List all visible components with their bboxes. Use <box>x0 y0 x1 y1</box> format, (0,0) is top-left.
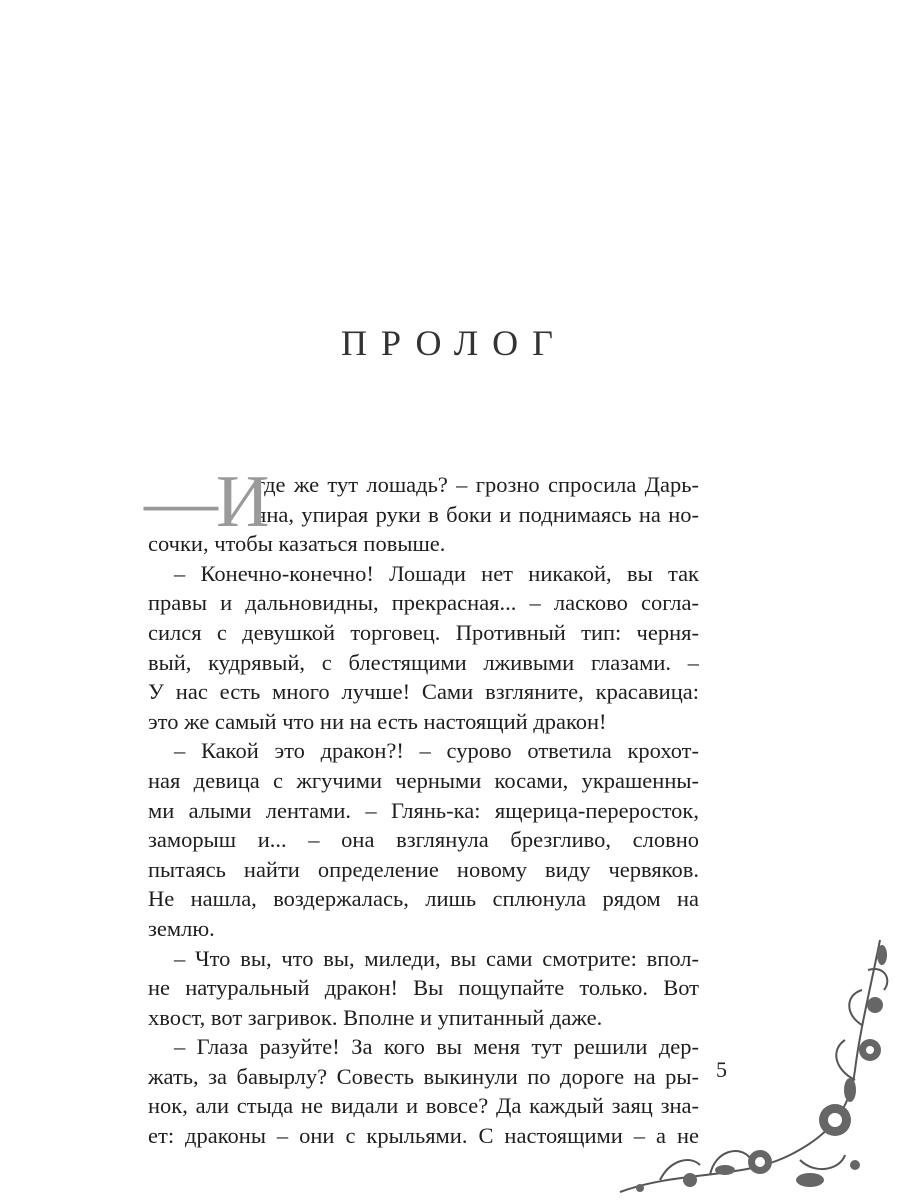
text-line: У нас есть много лучше! Сами взгляните, красавица: <box>148 679 699 705</box>
chapter-title: ПРОЛОГ <box>341 323 567 363</box>
text-line: сочки, чтобы казаться повыше. <box>148 531 446 557</box>
text-line: хвост, вот загривок. Вполне и упитанный даже. <box>148 1004 603 1030</box>
text-line: где же тут лошадь? – грозно спросила Дарь- <box>256 472 699 497</box>
text-line: ная девица с жгучими черными косами, украшенны- <box>148 767 699 793</box>
text-line: – Какой это дракон?! – сурово ответила крохот- <box>174 738 699 764</box>
text-line: это же самый что ни на есть настоящий дракон! <box>148 708 607 734</box>
drop-cap: —И <box>144 461 268 543</box>
text-line: Не нашла, воздержалась, лишь сплюнула рядом на <box>148 886 699 912</box>
text-line: правы и дальновидны, прекрасная... – ласково согла- <box>148 590 699 616</box>
text-line: жать, за бавырлу? Совесть выкинули по дороге на ры- <box>148 1063 699 1089</box>
text-line: – Глаза разуйте! За кого вы меня тут решили дер- <box>174 1034 699 1060</box>
text-line: не натуральный дракон! Вы пощупайте только. Вот <box>148 975 699 1001</box>
text-line: сился с девушкой торговец. Противный тип: черня- <box>148 619 699 645</box>
text-line: заморыш и... – она взглянула брезгливо, словно <box>148 827 699 853</box>
text-line: – Что вы, что вы, миледи, вы сами смотрите: впол- <box>174 945 699 971</box>
text-line: ми алыми лентами. – Глянь-ка: ящерица-переросток, <box>148 797 699 823</box>
floral-corner-ornament-icon <box>600 930 900 1200</box>
page-number: 5 <box>716 1057 727 1082</box>
text-line: землю. <box>148 915 215 941</box>
text-line: вый, кудрявый, с блестящими лживыми глазами. – <box>148 649 699 675</box>
text-line: яна, упирая руки в боки и поднимаясь на но- <box>256 501 699 527</box>
text-line: – Конечно-конечно! Лошади нет никакой, вы так <box>174 560 699 586</box>
text-line: пытаясь найти определение новому виду червяков. <box>148 856 699 882</box>
text-line: нок, али стыда не видали и вовсе? Да каждый заяц зна- <box>148 1093 699 1119</box>
text-line: ет: драконы – они с крыльями. С настоящими – а не <box>148 1123 699 1149</box>
